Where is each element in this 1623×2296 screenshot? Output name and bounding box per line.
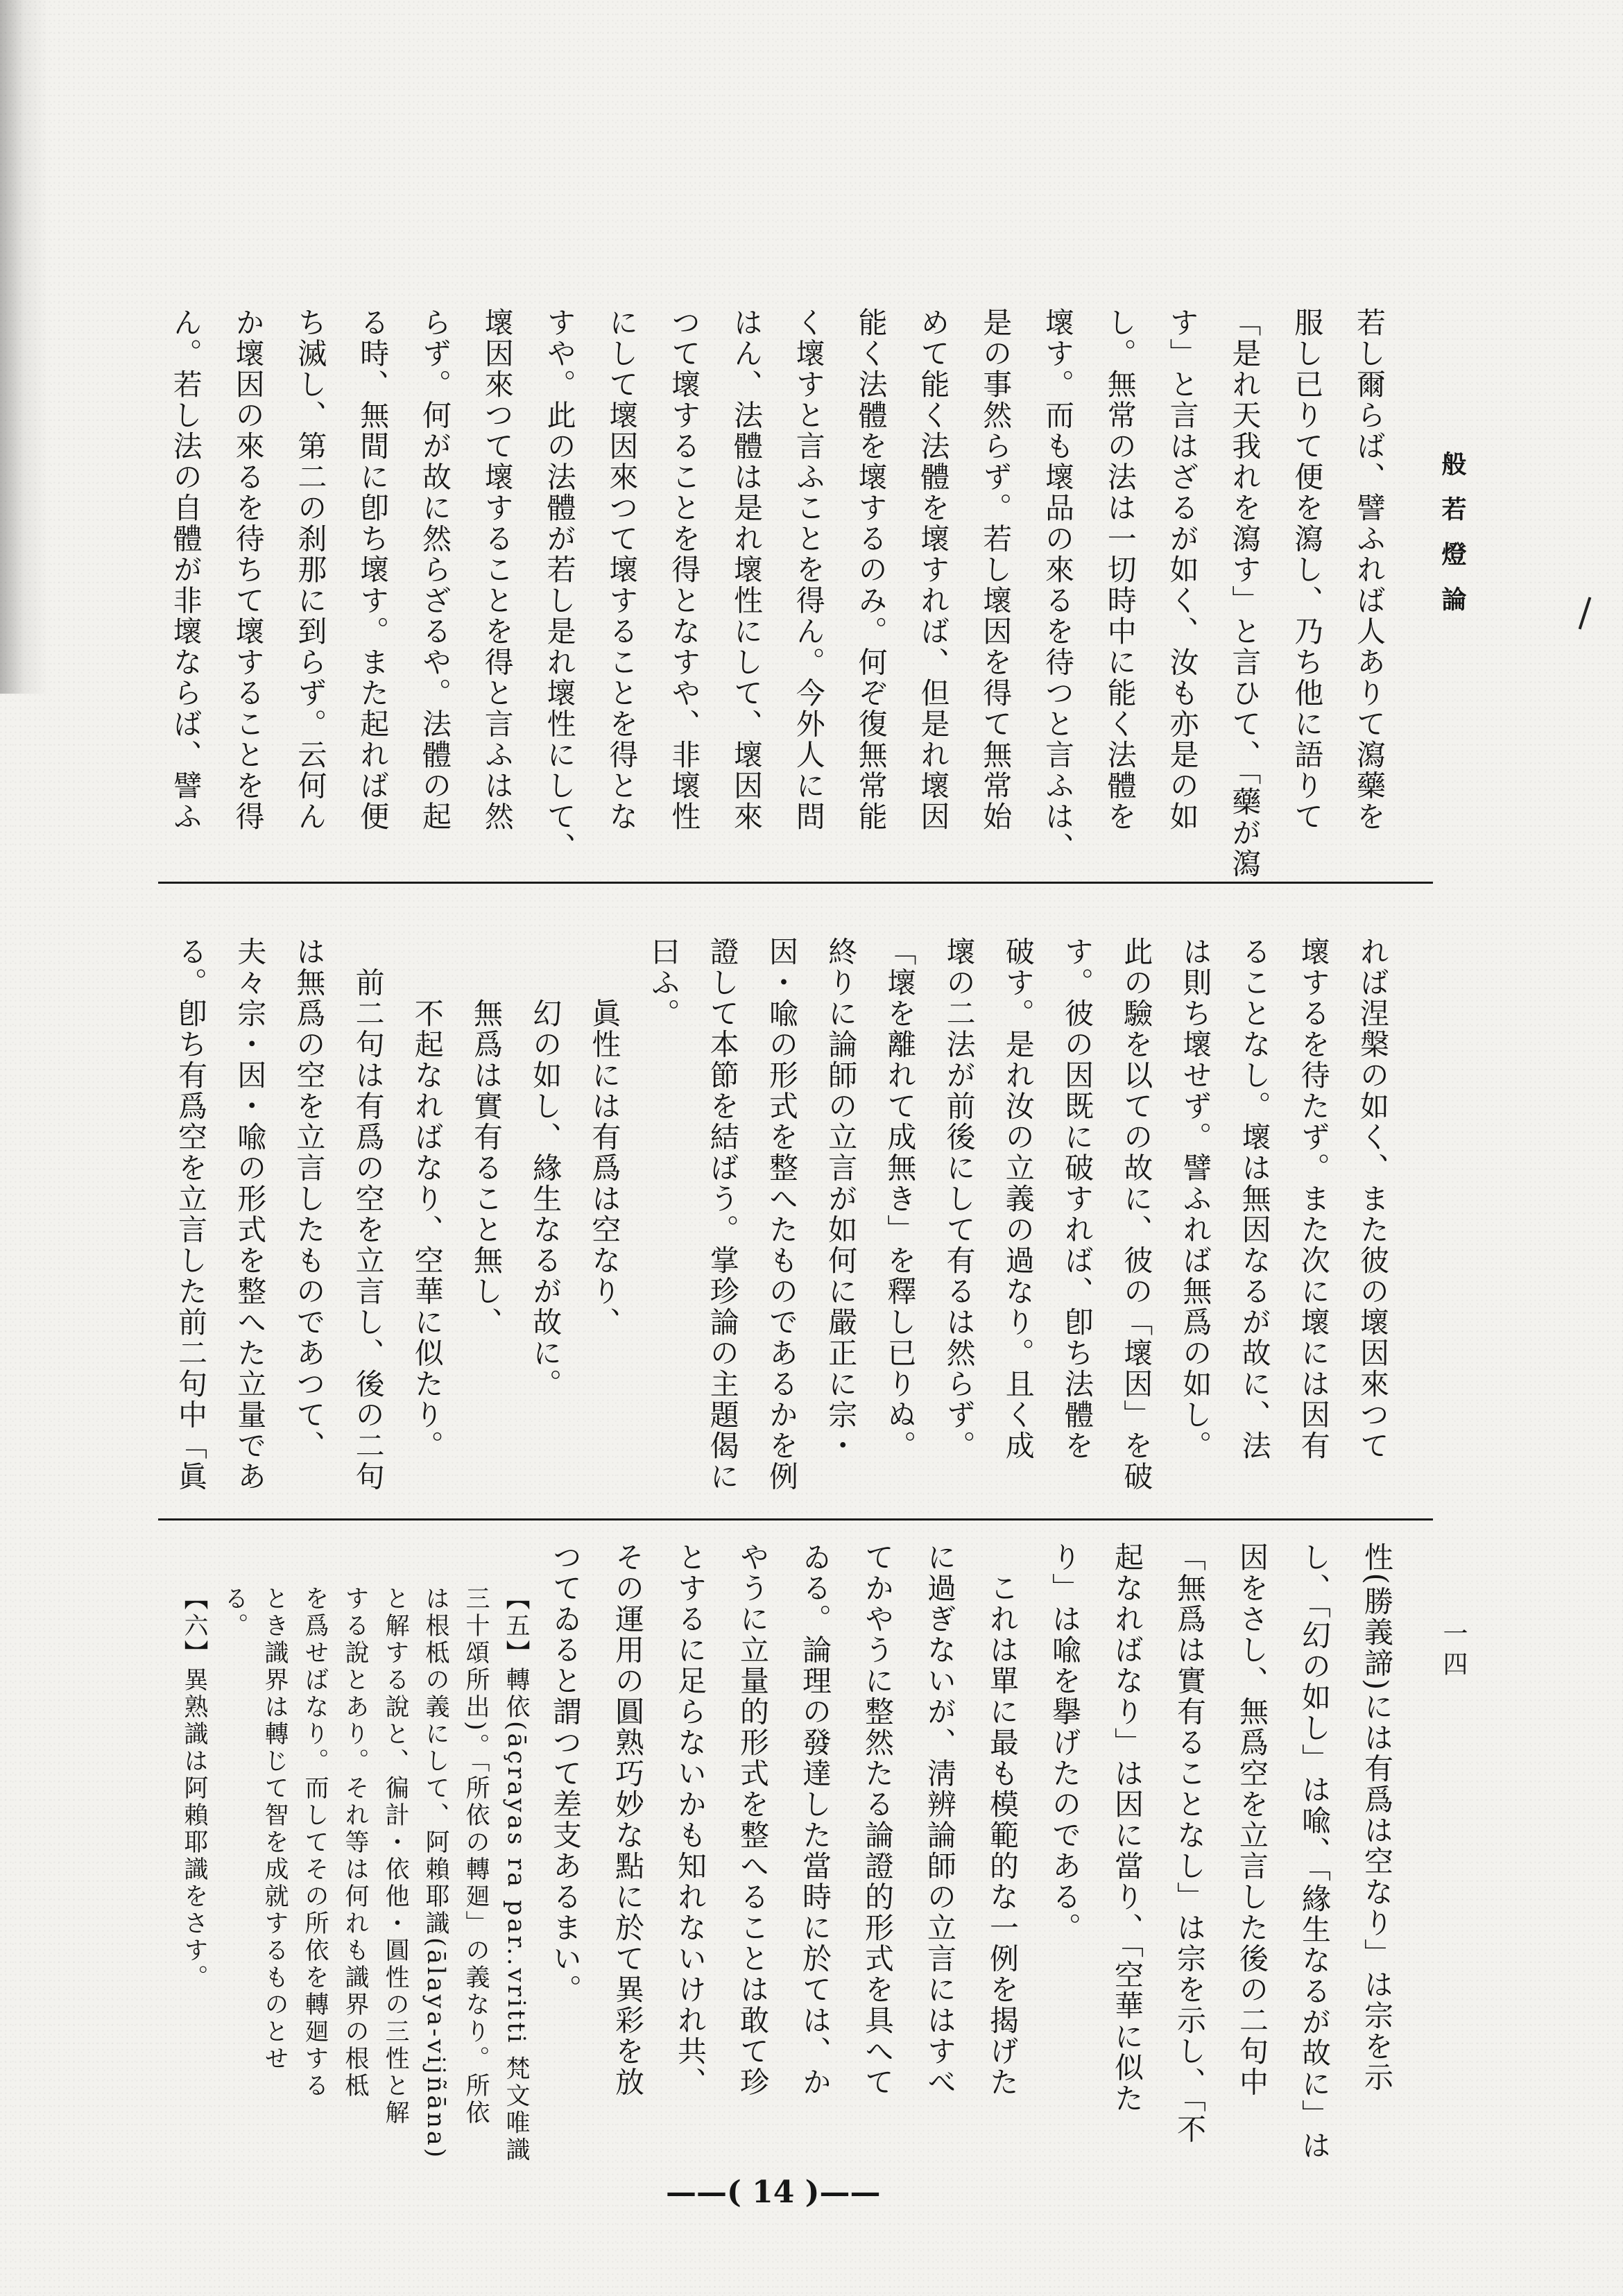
text-column: 不起なればなり、空華に似たり。 [410,936,445,1462]
text-column: 證して本節を結ばう。掌珍論の主題偈に [705,936,740,1492]
text-column: し、「幻の如し」は喩、「緣生なるが故に」は [1298,1542,1332,2161]
text-column: つて壞することを得となすや、非壞性 [667,307,702,832]
page-footer-number: ——( 14 )—— [666,2175,881,2210]
section-divider-bottom [158,1518,1433,1520]
text-column: に過ぎないが、淸辨論師の立言にはすべ [923,1542,957,2098]
text-column: やうに立量的形式を整へることは敢て珍 [736,1542,770,2098]
text-column: 曰ふ。 [646,936,681,1029]
text-column: 起なればなり」は因に當り、「空華に似た [1110,1542,1144,2114]
text-column: 「無爲は實有ることなし」は宗を示し、「不 [1173,1542,1207,2145]
page-number-kanji: 一四 [1439,1620,1468,1681]
text-column: 服し已りて便を瀉し、乃ち他に語りて [1290,307,1325,832]
footnote-column: 【六】異熟識は阿賴耶識をさす。 [180,1586,208,1991]
text-column: り」は喩を擧げたのである。 [1048,1542,1082,1944]
text-column: 前二句は有爲の空を立言し、後の二句 [351,936,386,1492]
text-column: ち滅し、第二の刹那に到らず。云何ん [293,307,328,832]
text-column: は無爲の空を立言したものであつて、 [292,936,327,1462]
footnote-column: る。 [221,1586,248,1640]
text-column: 能く法體を壞するのみ。何ぞ復無常能 [854,307,888,832]
text-column: 破す。是れ汝の立義の過なり。且く成 [1001,936,1036,1462]
text-column: 幻の如し、緣生なるが故に。 [529,936,563,1400]
text-column: はん、法體は是れ壞性にして、壞因來 [730,307,764,832]
text-column: く壞すと言ふことを得ん。今外人に問 [791,307,826,832]
footnote-column: と解する說と、徧計・依他・圓性の三性と解 [381,1586,409,2127]
text-column: か壞因の來るを待ちて壞することを得 [231,307,266,832]
text-column: これは單に最も模範的な一例を揭げた [986,1542,1020,2098]
pencil-mark [1579,597,1592,630]
footnote-column: する說とあり。それ等は何れも識界の根柢 [341,1586,369,2100]
text-column: 壞す。而も壞品の來るを待つと言ふは、 [1041,307,1075,863]
text-column: 無爲は實有ること無し、 [470,936,504,1338]
text-column: 「壞を離れて成無き」を釋し已りぬ。 [883,936,918,1462]
text-column: 終りに論師の立言が如何に嚴正に宗・ [824,936,859,1462]
text-column: れば涅槃の如く、また彼の壞因來つて [1356,936,1390,1462]
text-column: 性(勝義諦)には有爲は空なり」は宗を示 [1360,1542,1394,2093]
text-column: 是の事然らず。若し壞因を得て無常始 [979,307,1013,832]
text-column: 因をさし、無爲空を立言した後の二句中 [1235,1542,1269,2098]
text-column: は則ち壞せず。譬ふれば無爲の如し。 [1178,936,1213,1462]
text-column: 因・喩の形式を整へたものであるかを例 [765,936,799,1492]
footnote-column: は根柢の義にして、阿賴耶識(ālaya-vijñāna) [422,1586,449,2161]
text-column: とするに足らないかも知れないけれ共、 [673,1542,707,2098]
text-column: 夫々宗・因・喩の形式を整へた立量であ [233,936,268,1492]
scan-edge-shadow [0,0,49,694]
text-column: す。彼の因既に破すれば、卽ち法體を [1060,936,1094,1462]
text-column: めて能く法體を壞すれば、但是れ壞因 [916,307,951,832]
text-column: ることなし。壞は無因なるが故に、法 [1237,936,1272,1462]
text-column: つてゐると謂つて差支あるまい。 [549,1542,583,2005]
text-column: その運用の圓熟巧妙な點に於て異彩を放 [611,1542,645,2098]
text-column: 此の驗を以ての故に、彼の「壞因」を破 [1119,936,1154,1492]
text-column: る時、無間に卽ち壞す。また起れば便 [356,307,390,832]
footnote-column: 三十頌所出)。「所依の轉廻」の義なり。所依 [462,1586,490,2127]
text-column: ん。若し法の自體が非壞ならば、譬ふ [169,307,203,832]
text-column: てかやうに整然たる論證的形式を具へて [861,1542,895,2098]
running-header-title: 般若燈論 [1438,451,1467,631]
section-divider-top [158,882,1433,884]
text-column: る。卽ち有爲空を立言した前二句中「眞 [174,936,208,1492]
text-column: 若し爾らば、譬ふれば人ありて瀉藥を [1352,307,1386,832]
footnote-column: とき識界は轉じて智を成就するものとせ [261,1586,289,2073]
text-column: にして壞因來つて壞することを得とな [605,307,639,832]
text-column: 眞性には有爲は空なり、 [587,936,622,1338]
text-column: し。無常の法は一切時中に能く法體を [1103,307,1137,832]
text-column: らず。何が故に然らざるや。法體の起 [418,307,452,832]
text-column: ゐる。論理の發達した當時に於ては、か [798,1542,832,2098]
footnote-column: を爲せばなり。而してその所依を轉廻する [301,1586,329,2100]
text-column: 「是れ天我れを瀉す」と言ひて、「藥が瀉 [1228,307,1262,880]
text-column: す」と言はざるが如く、汝も亦是の如 [1165,307,1200,832]
text-column: すや。此の法體が若し是れ壞性にして、 [542,307,577,863]
text-column: 壞の二法が前後にして有るは然らず。 [942,936,977,1462]
text-column: 壞するを待たず。また次に壞には因有 [1296,936,1331,1462]
text-column: 壞因來つて壞することを得と言ふは然 [480,307,515,832]
footnote-column: 【五】轉依(āçrayas ra par..vritti 梵文唯識 [502,1586,530,2164]
